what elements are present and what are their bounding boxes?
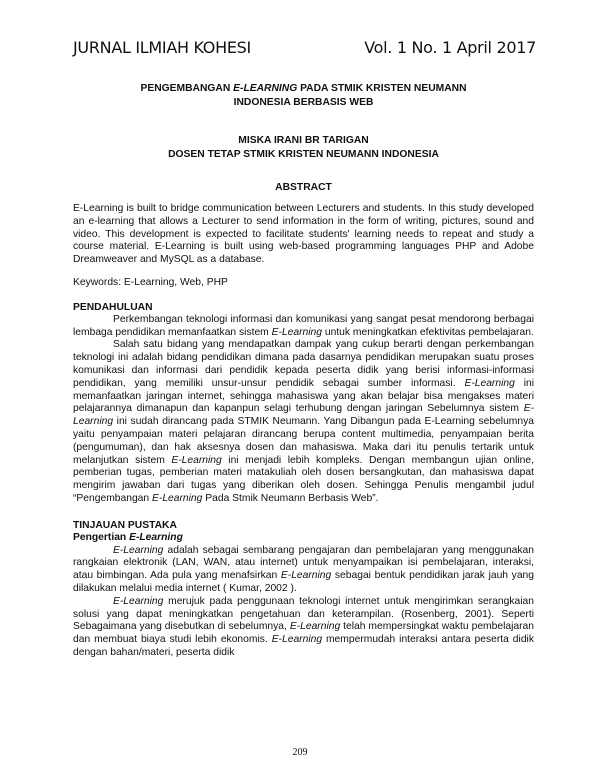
author-block <box>73 134 534 162</box>
abstract-text: E-Learning is built to bridge communication between Lecturers and students. In this study developed an e-learning that allows a Lecturer to send information in the form of writing, pictures, sound and video. This development is expected to facilitate students' learning needs to repeat and study a course material. E-Learning is built using web-based programming languages PHP and Adobe Dreamweaver and MySQL as a database. <box>73 203 534 266</box>
paper-title: PENGEMBANGAN E-LEARNING PADA STMIK KRISTEN NEUMANN INDONESIA BERBASIS WEB <box>140 83 467 108</box>
paper-body <box>73 82 534 660</box>
running-header <box>73 38 536 57</box>
issue-info: Vol. 1 No. 1 April 2017 <box>364 38 536 57</box>
paragraph: Perkembangan teknologi informasi dan komunikasi yang sangat pesat mendorong berbagai lembaga pendidikan memanfaatkan sistem E-Learning untuk meningkatkan efektivitas pembelajaran. <box>73 313 534 338</box>
author-name: MISKA IRANI BR TARIGAN <box>238 135 369 146</box>
section-heading-tinjauan: TINJAUAN PUSTAKA <box>73 519 177 531</box>
abstract-heading: ABSTRACT <box>275 182 332 193</box>
paragraph: Salah satu bidang yang mendapatkan dampak yang cukup berarti dengan perkembangan teknologi ini adalah bidang pendidikan dimana pada dasarnya pendidikan merupakan suatu proses komunikasi dan informasi dari pendidik kepada peserta didik yang berisi informasi-informasi pendidikan, yang memiliki unsur-unsur pendidik sebagai sumber informasi. E-Learning ini memanfaatkan jaringan internet, sehingga mahasiswa yang akan belajar bisa mengakses materi pelajarannya dimanapun dan kapanpun selagi terhubung dengan jaringan Sebelumnya sistem E-Learning ini sudah dirancang pada STMIK Neumann. Yang Dibangun pada E-Learning sebelumnya yaitu penyampaian materi pelajaran dirancang berupa content multimedia, penyampaian berita (pengumuman), dan hak aksesnya dosen dan mahasiswa. Maka dari itu penulis tertarik untuk melanjutkan sistem E-Learning ini menjadi lebih kompleks. Dengan membangun ujian online, pemberian tugas, pemberian materi matakuliah oleh dosen bersangkutan, dan mahasiswa dapat mengirim jawaban dari tugas yang diberikan oleh dosen. Sehingga Penulis mengambil judul “Pengembangan E-Learning Pada Stmik Neumann Berbasis Web”. <box>73 339 534 504</box>
author-affiliation: DOSEN TETAP STMIK KRISTEN NEUMANN INDONESIA <box>168 149 439 160</box>
page-number: 209 <box>292 747 308 758</box>
paragraph: E-Learning merujuk pada penggunaan teknologi internet untuk mengirimkan serangkaian solusi yang dapat meningkatkan pengetahuan dan keterampilan. (Rosenberg, 2001). Seperti Sebagaimana yang disebutkan di sebelumnya, E-Learning telah mempersingkat waktu pembelajaran dan membuat biaya studi lebih ekonomis. E-Learning mempermudah interaksi antara peserta didik dengan bahan/materi, peserta didik <box>73 595 534 658</box>
paragraph: E-Learning adalah sebagai sembarang pengajaran dan pembelajaran yang menggunakan rangkaian elektronik (LAN, WAN, atau internet) untuk menyampaikan isi pembelajaran, interaksi, atau bimbingan. Ada pula yang menafsirkan E-Learning sebagai bentuk pendidikan jarak jauh yang dilakukan melalui media internet ( Kumar, 2002 ). <box>73 544 535 594</box>
section-heading-pendahuluan: PENDAHULUAN <box>73 301 153 313</box>
subsection-heading: Pengertian E-Learning <box>73 531 183 543</box>
journal-name: JURNAL ILMIAH KOHESI <box>73 38 251 57</box>
keywords: Keywords: E-Learning, Web, PHP <box>73 276 228 288</box>
